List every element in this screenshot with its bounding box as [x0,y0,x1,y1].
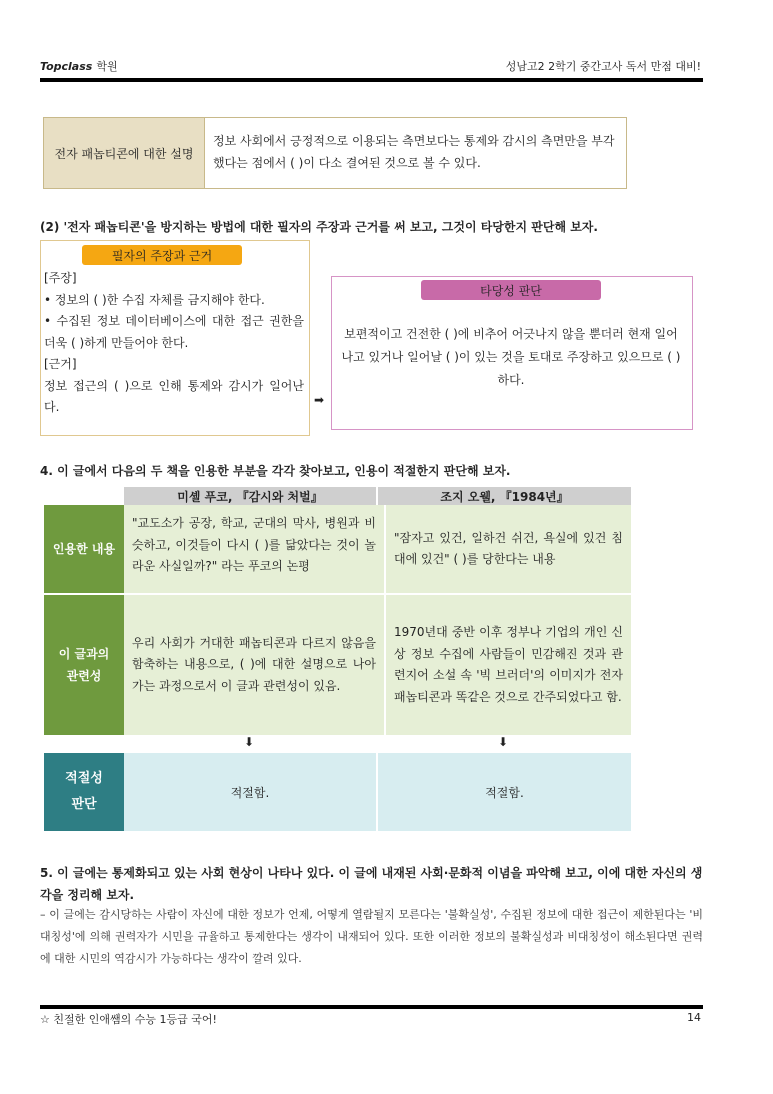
right-arrow-icon: ➡ [314,393,325,407]
header-rule [40,78,703,82]
down-arrow-icon: ⬇ [498,735,509,749]
cell-foucault-relevance: 우리 사회가 거대한 패놉티콘과 다르지 않음을 함축하는 내용으로, ( )에 대한 설명으로 나아가는 과정으로서 이 글과 관련성이 있음. [124,595,384,735]
cell-foucault-quote: "교도소가 공장, 학교, 군대의 막사, 병원과 비슷하고, 이것들이 다시 ( )를 닮았다는 것이 놀라운 사실일까?" 라는 푸코의 논평 [124,505,384,593]
row-label-relevance-line2: 관련성 [66,669,102,683]
claim-line: [주장] [44,271,77,285]
cell-foucault-judgment: 적절함. [124,753,376,831]
claim-text [44,268,304,419]
col-header-foucault: 미셸 푸코, 『감시와 처벌』 [124,487,376,505]
claim-line: • 정보의 ( )한 수집 자체를 금지해야 한다. [44,292,265,307]
footer-rule [40,1005,703,1009]
cell-orwell-judgment: 적절함. [378,753,631,831]
exam-title: 성남고2 2학기 중간고사 독서 만점 대비! [505,60,701,73]
col-header-orwell: 조지 오웰, 『1984년』 [378,487,631,505]
description-label: 전자 패놉티콘에 대한 설명 [44,118,205,188]
row-label-quoted-content: 인용한 내용 [44,505,124,593]
claim-line: 정보 접근의 ( )으로 인해 통제와 감시가 일어난다. [44,378,304,414]
judge-label-line2: 판단 [71,797,97,812]
claim-line: • 수집된 정보 데이터베이스에 대한 접근 권한을 더욱 ( )하게 만들어야 한다. [44,314,304,350]
description-table [43,117,627,189]
down-arrow-icon: ⬇ [244,735,255,749]
row-label-relevance-line1: 이 글과의 [58,647,110,661]
academy-brand [40,58,118,74]
row-label-appropriateness [44,753,124,831]
validity-title-badge: 타당성 판단 [421,280,601,300]
brand-suffix: 학원 [96,60,118,73]
cell-orwell-quote: "잠자고 있건, 일하건 쉬건, 욕실에 있건 침대에 있건" ( )를 당한다는 내용 [386,505,631,593]
question-4-prompt: 4. 이 글에서 다음의 두 책을 인용한 부분을 각각 찾아보고, 인용이 적절한지 판단해 보자. [40,464,511,478]
validity-text: 보편적이고 건전한 ( )에 비추어 어긋나지 않을 뿐더러 현재 일어나고 있거나 일어날 ( )이 있는 것을 토대로 주장하고 있으므로 ( )하다. [341,327,681,387]
page-number: 14 [687,1011,701,1024]
row-label-relevance [44,595,124,735]
judge-label-line1: 적절성 [65,771,103,786]
description-text: 정보 사회에서 긍정적으로 이용되는 측면보다는 통제와 감시의 측면만을 부각했다는 점에서 ( )이 다소 결여된 것으로 볼 수 있다. [213,134,615,170]
claim-line: [근거] [44,357,77,371]
question-5-prompt: 5. 이 글에는 통제화되고 있는 사회 현상이 나타나 있다. 이 글에 내재된 사회·문화적 이념을 파악해 보고, 이에 대한 자신의 생각을 정리해 보자. [40,866,703,902]
claim-title-badge: 필자의 주장과 근거 [82,245,242,265]
footer-slogan: ☆ 친절한 인애쌤의 수능 1등급 국어! [40,1013,217,1026]
question-5-answer: – 이 글에는 감시당하는 사람이 자신에 대한 정보가 언제, 어떻게 열람될지 모른다는 '불확실성', 수집된 정보에 대한 접근이 제한된다는 '비대칭성'에 의해 권력자가 시민을 규율하고 통제한다는 생각이 내재되어 있다. 또한 이러한 정보의 불확실성과 비대칭성이 해소된다면 권력에 대한 시민의 역감시가 가능하다는 생각이 깔려 있다. [40,908,703,965]
cell-orwell-relevance: 1970년대 중반 이후 정부나 기업의 개인 신상 정보 수집에 사람들이 민감해진 것과 관련지어 소설 속 '빅 브러더'의 이미지가 전자 패놉티콘과 똑같은 것으로 간주되었다고 함. [386,595,631,735]
question-2-prompt: (2) '전자 패놉티콘'을 방지하는 방법에 대한 필자의 주장과 근거를 써 보고, 그것이 타당한지 판단해 보자. [40,220,598,234]
brand-name: Topclass [40,60,93,73]
